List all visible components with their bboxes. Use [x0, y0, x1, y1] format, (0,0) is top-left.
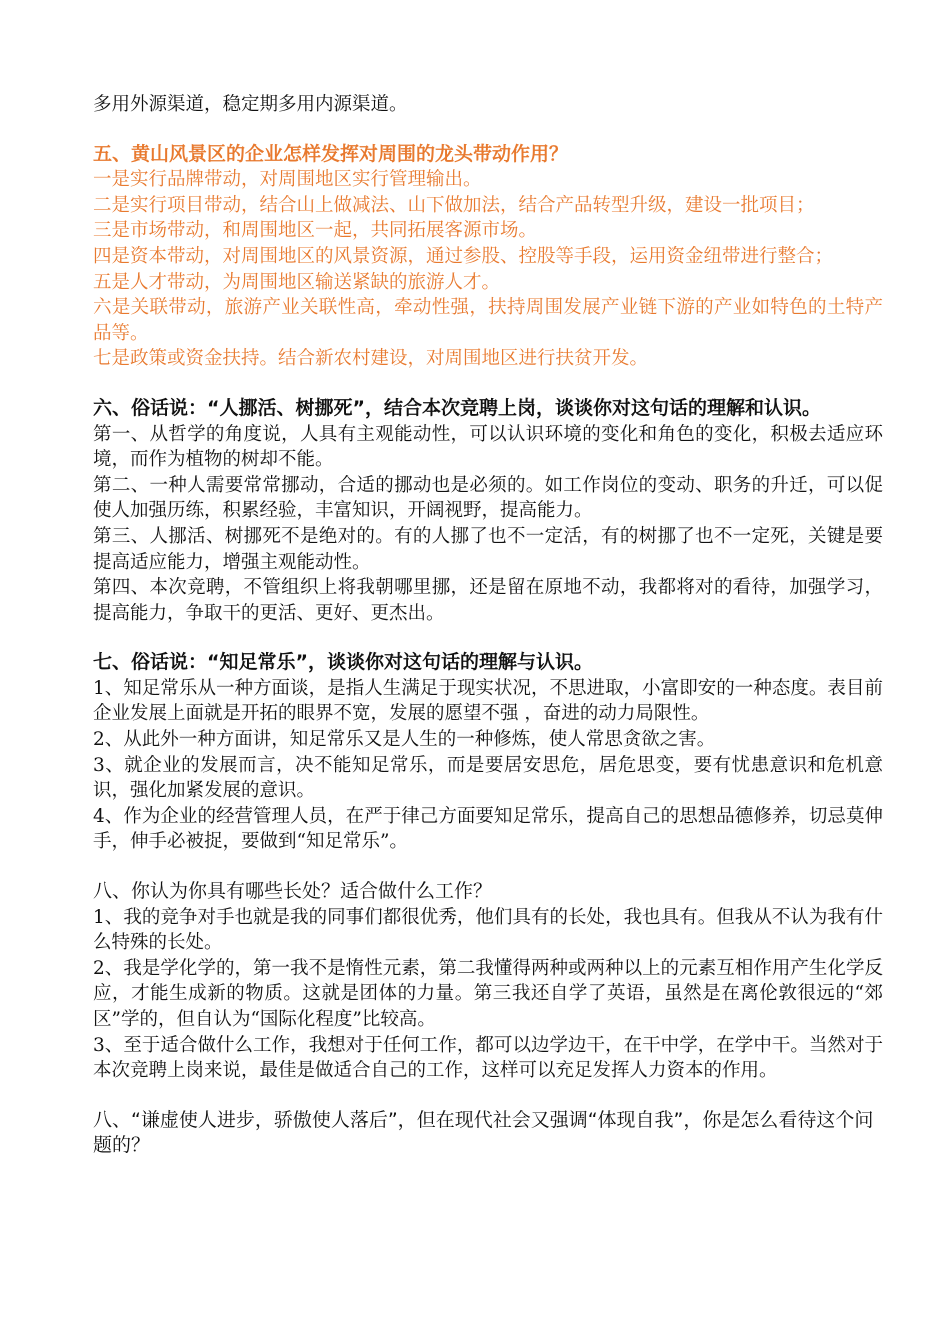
- section-5-line: 六是关联带动，旅游产业关联性高，牵动性强，扶持周围发展产业链下游的产业如特色的土特产品等。: [93, 297, 883, 344]
- section-8a-line: 1、我的竞争对手也就是我的同事们都很优秀，他们具有的长处，我也具有。但我从不认为我有什么特殊的长处。: [93, 906, 883, 954]
- section-6-line: 第三、人挪活、树挪死不是绝对的。有的人挪了也不一定活，有的树挪了也不一定死，关键是要提高适应能力，增强主观能动性。: [93, 525, 883, 573]
- section-5-line: 五是人才带动，为周围地区输送紧缺的旅游人才。: [93, 271, 501, 293]
- section-8b: [93, 1108, 883, 1159]
- section-5-line: 一是实行品牌带动，对周围地区实行管理输出。: [93, 169, 482, 191]
- section-7-heading: 七、俗话说：“知足常乐”，谈谈你对这句话的理解与认识。: [93, 651, 593, 674]
- section-8a-line: 2、我是学化学的，第一我不是惰性元素，第二我懂得两种或两种以上的元素互相作用产生化学反应，才能生成新的物质。这就是团体的力量。第三我还自学了英语，虽然是在离伦敦很远的“郊区”学的，但自认为“国际化程度”比较高。: [93, 957, 883, 1030]
- section-8b-heading: 八、“谦虚使人进步，骄傲使人落后”，但在现代社会又强调“体现自我”，你是怎么看待这个问题的？: [93, 1108, 874, 1157]
- section-8a-line: 3、至于适合做什么工作，我想对于任何工作，都可以边学边干，在干中学，在学中干。当然对于本次竞聘上岗来说，最佳是做适合自己的工作，这样可以充足发挥人力资本的作用。: [93, 1034, 883, 1082]
- section-6-line: 第二、一种人需要常常挪动，合适的挪动也是必须的。如工作岗位的变动、职务的升迁，可以促使人加强历练，积累经验，丰富知识，开阔视野，提高能力。: [93, 474, 883, 522]
- section-6: [93, 396, 883, 626]
- section-5-line: 四是资本带动，对周围地区的风景资源，通过参股、控股等手段，运用资金纽带进行整合；: [93, 245, 834, 267]
- section-5-line: 七是政策或资金扶持。结合新农村建设，对周围地区进行扶贫开发。: [93, 348, 649, 370]
- section-8a-heading: 八、你认为你具有哪些长处？适合做什么工作？: [93, 880, 493, 903]
- section-6-line: 第一、从哲学的角度说，人具有主观能动性，可以认识环境的变化和角色的变化，积极去适应环境，而作为植物的树却不能。: [93, 423, 883, 471]
- section-5-line: 三是市场带动，和周围地区一起，共同拓展客源市场。: [93, 220, 538, 242]
- document-page: [93, 92, 883, 1159]
- section-6-line: 第四、本次竞聘，不管组织上将我朝哪里挪，还是留在原地不动，我都将对的看待，加强学习，提高能力，争取干的更活、更好、更杰出。: [93, 577, 883, 624]
- section-7-line: 1、知足常乐从一种方面谈，是指人生满足于现实状况，不思进取，小富即安的一种态度。表目前企业发展上面就是开拓的眼界不宽，发展的愿望不强 ，奋进的动力局限性。: [93, 677, 883, 725]
- section-7: [93, 650, 883, 855]
- section-6-heading: 六、俗话说：“人挪活、树挪死”，结合本次竞聘上岗，谈谈你对这句话的理解和认识。: [93, 396, 821, 419]
- section-8a: [93, 879, 883, 1084]
- intro-tail-text: 多用外源渠道，稳定期多用内源渠道。: [93, 94, 408, 115]
- section-5-line: 二是实行项目带动，结合山上做减法、山下做加法，结合产品转型升级，建设一批项目；: [93, 194, 815, 216]
- section-7-line: 3、就企业的发展而言，决不能知足常乐，而是要居安思危，居危思变，要有忧患意识和危机意识，强化加紧发展的意识。: [93, 754, 883, 802]
- section-7-line: 2、从此外一种方面讲，知足常乐又是人生的一种修炼，使人常思贪欲之害。: [93, 729, 716, 751]
- section-5: [93, 142, 883, 372]
- section-5-heading: 五、黄山风景区的企业怎样发挥对周围的龙头带动作用？: [93, 142, 569, 165]
- section-7-line: 4、作为企业的经营管理人员，在严于律己方面要知足常乐，提高自己的思想品德修养，切忌莫伸手，伸手必被捉，要做到“知足常乐”。: [93, 805, 883, 853]
